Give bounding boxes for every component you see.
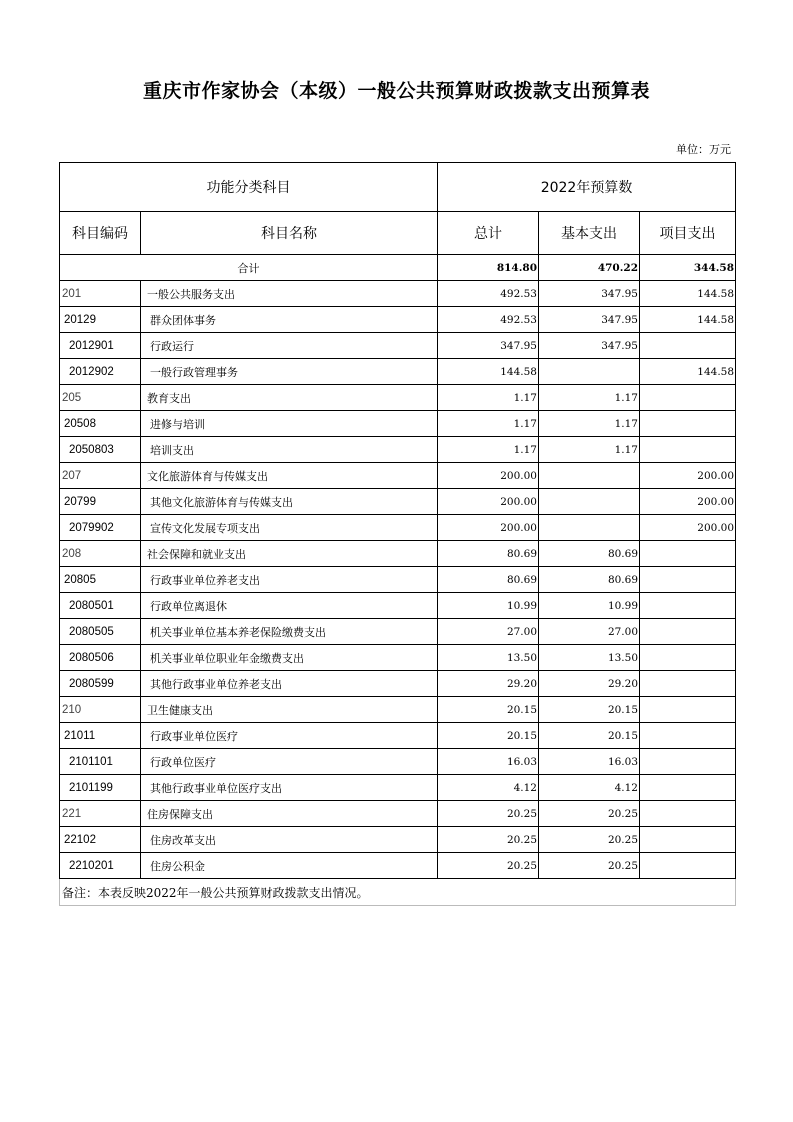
row-project	[640, 723, 736, 749]
row-basic: 20.25	[539, 827, 640, 853]
row-code: 2050803	[60, 437, 141, 463]
row-code: 20805	[60, 567, 141, 593]
table-row	[60, 437, 736, 463]
row-total: 29.20	[438, 671, 539, 697]
table-row	[60, 593, 736, 619]
row-code: 207	[60, 463, 141, 489]
table-row	[60, 645, 736, 671]
table-row	[60, 697, 736, 723]
total-amount: 814.80	[438, 255, 539, 281]
row-project	[640, 385, 736, 411]
row-name: 行政事业单位养老支出	[141, 567, 438, 593]
row-basic	[539, 359, 640, 385]
row-basic	[539, 463, 640, 489]
row-total: 80.69	[438, 567, 539, 593]
row-total: 20.25	[438, 801, 539, 827]
note-text: 备注：本表反映2022年一般公共预算财政拨款支出情况。	[60, 879, 736, 906]
row-name: 宣传文化发展专项支出	[141, 515, 438, 541]
row-name: 行政单位医疗	[141, 749, 438, 775]
name-header: 科目名称	[141, 212, 438, 255]
unit-label: 单位：万元	[676, 143, 731, 156]
row-name: 卫生健康支出	[141, 697, 438, 723]
row-code: 2101101	[60, 749, 141, 775]
note-row	[60, 879, 736, 906]
table-row	[60, 749, 736, 775]
total-label: 合计	[60, 255, 438, 281]
row-basic: 20.15	[539, 723, 640, 749]
row-name: 行政运行	[141, 333, 438, 359]
total-row	[60, 255, 736, 281]
row-total: 1.17	[438, 411, 539, 437]
row-name: 机关事业单位职业年金缴费支出	[141, 645, 438, 671]
table-row	[60, 619, 736, 645]
row-code: 2080505	[60, 619, 141, 645]
row-basic: 80.69	[539, 567, 640, 593]
row-code: 2080501	[60, 593, 141, 619]
row-basic: 13.50	[539, 645, 640, 671]
row-name: 其他行政事业单位养老支出	[141, 671, 438, 697]
row-name: 住房公积金	[141, 853, 438, 879]
total-header: 总计	[438, 212, 539, 255]
row-project	[640, 541, 736, 567]
row-name: 其他行政事业单位医疗支出	[141, 775, 438, 801]
row-total: 10.99	[438, 593, 539, 619]
row-code: 2079902	[60, 515, 141, 541]
row-name: 住房改革支出	[141, 827, 438, 853]
header-row-1	[60, 163, 736, 212]
row-name: 一般公共服务支出	[141, 281, 438, 307]
row-basic: 4.12	[539, 775, 640, 801]
table-row	[60, 541, 736, 567]
total-basic: 470.22	[539, 255, 640, 281]
row-code: 2012901	[60, 333, 141, 359]
row-name: 行政单位离退休	[141, 593, 438, 619]
row-project	[640, 411, 736, 437]
table-row	[60, 515, 736, 541]
row-total: 1.17	[438, 385, 539, 411]
row-project	[640, 619, 736, 645]
row-total: 20.15	[438, 697, 539, 723]
row-name: 社会保障和就业支出	[141, 541, 438, 567]
table-row	[60, 307, 736, 333]
row-name: 文化旅游体育与传媒支出	[141, 463, 438, 489]
table-row	[60, 723, 736, 749]
row-project: 144.58	[640, 359, 736, 385]
row-total: 200.00	[438, 489, 539, 515]
row-project	[640, 801, 736, 827]
row-project: 200.00	[640, 489, 736, 515]
row-code: 2012902	[60, 359, 141, 385]
row-total: 200.00	[438, 463, 539, 489]
row-project	[640, 437, 736, 463]
row-total: 20.15	[438, 723, 539, 749]
code-header: 科目编码	[60, 212, 141, 255]
row-code: 208	[60, 541, 141, 567]
table-row	[60, 567, 736, 593]
row-code: 20508	[60, 411, 141, 437]
row-total: 1.17	[438, 437, 539, 463]
row-total: 27.00	[438, 619, 539, 645]
row-code: 221	[60, 801, 141, 827]
row-total: 13.50	[438, 645, 539, 671]
table-row	[60, 853, 736, 879]
table-row	[60, 775, 736, 801]
table-row	[60, 489, 736, 515]
row-project: 144.58	[640, 307, 736, 333]
table-row	[60, 827, 736, 853]
row-code: 201	[60, 281, 141, 307]
page-title: 重庆市作家协会（本级）一般公共预算财政拨款支出预算表	[142, 80, 650, 102]
table-row	[60, 671, 736, 697]
row-code: 21011	[60, 723, 141, 749]
row-project	[640, 749, 736, 775]
row-total: 200.00	[438, 515, 539, 541]
row-project: 200.00	[640, 515, 736, 541]
row-total: 20.25	[438, 853, 539, 879]
row-basic	[539, 515, 640, 541]
row-basic: 20.25	[539, 801, 640, 827]
row-project: 144.58	[640, 281, 736, 307]
table-row	[60, 359, 736, 385]
row-project	[640, 593, 736, 619]
row-name: 培训支出	[141, 437, 438, 463]
row-total: 347.95	[438, 333, 539, 359]
row-total: 492.53	[438, 307, 539, 333]
table-row	[60, 385, 736, 411]
row-basic: 29.20	[539, 671, 640, 697]
table-row	[60, 333, 736, 359]
row-name: 教育支出	[141, 385, 438, 411]
row-basic: 347.95	[539, 307, 640, 333]
row-project	[640, 333, 736, 359]
header-row-2	[60, 212, 736, 255]
table-row	[60, 463, 736, 489]
row-basic: 1.17	[539, 411, 640, 437]
row-project	[640, 671, 736, 697]
table-row	[60, 411, 736, 437]
row-code: 20129	[60, 307, 141, 333]
row-basic: 20.15	[539, 697, 640, 723]
row-basic: 347.95	[539, 281, 640, 307]
row-basic: 1.17	[539, 437, 640, 463]
row-name: 机关事业单位基本养老保险缴费支出	[141, 619, 438, 645]
row-project	[640, 567, 736, 593]
row-code: 22102	[60, 827, 141, 853]
row-code: 2210201	[60, 853, 141, 879]
functional-category-header: 功能分类科目	[60, 163, 438, 212]
project-header: 项目支出	[640, 212, 736, 255]
row-basic: 20.25	[539, 853, 640, 879]
row-total: 80.69	[438, 541, 539, 567]
table-row	[60, 801, 736, 827]
row-total: 144.58	[438, 359, 539, 385]
row-name: 住房保障支出	[141, 801, 438, 827]
row-project: 200.00	[640, 463, 736, 489]
row-total: 4.12	[438, 775, 539, 801]
row-name: 其他文化旅游体育与传媒支出	[141, 489, 438, 515]
row-code: 2080506	[60, 645, 141, 671]
table-row	[60, 281, 736, 307]
row-code: 2080599	[60, 671, 141, 697]
row-total: 492.53	[438, 281, 539, 307]
row-basic: 16.03	[539, 749, 640, 775]
budget-table	[59, 162, 736, 906]
row-name: 群众团体事务	[141, 307, 438, 333]
row-basic	[539, 489, 640, 515]
budget-year-header: 2022年预算数	[438, 163, 736, 212]
total-project: 344.58	[640, 255, 736, 281]
row-project	[640, 697, 736, 723]
row-code: 205	[60, 385, 141, 411]
row-code: 210	[60, 697, 141, 723]
row-code: 2101199	[60, 775, 141, 801]
row-total: 16.03	[438, 749, 539, 775]
row-basic: 1.17	[539, 385, 640, 411]
row-basic: 347.95	[539, 333, 640, 359]
row-project	[640, 827, 736, 853]
row-name: 一般行政管理事务	[141, 359, 438, 385]
row-project	[640, 775, 736, 801]
row-name: 行政事业单位医疗	[141, 723, 438, 749]
basic-header: 基本支出	[539, 212, 640, 255]
row-name: 进修与培训	[141, 411, 438, 437]
row-total: 20.25	[438, 827, 539, 853]
row-project	[640, 645, 736, 671]
row-basic: 80.69	[539, 541, 640, 567]
row-basic: 27.00	[539, 619, 640, 645]
row-basic: 10.99	[539, 593, 640, 619]
row-project	[640, 853, 736, 879]
row-code: 20799	[60, 489, 141, 515]
